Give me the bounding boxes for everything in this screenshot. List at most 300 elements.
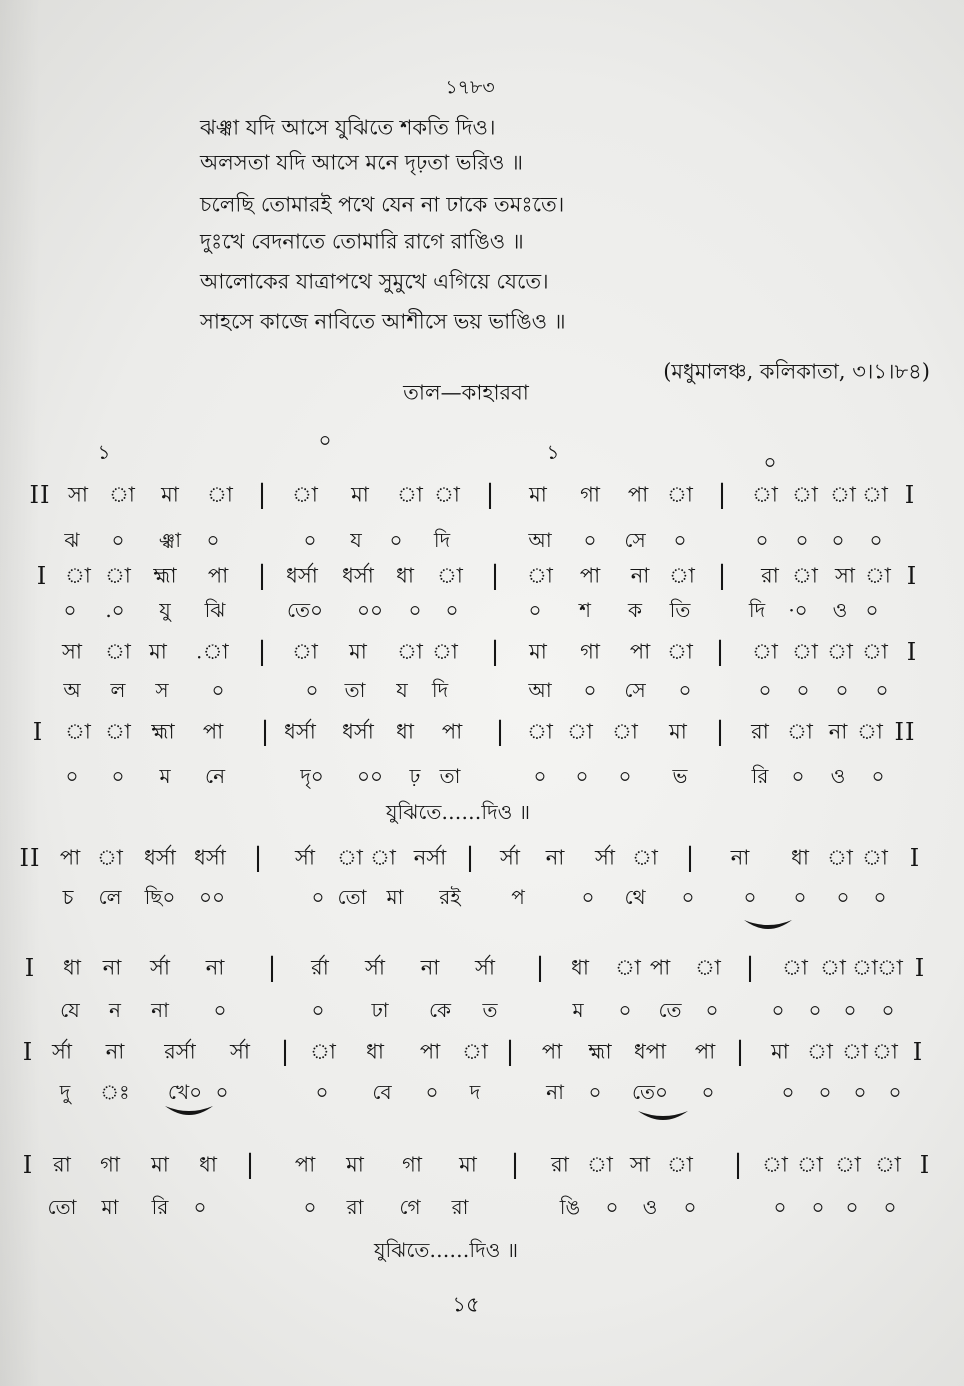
lyric-syllable: ০ xyxy=(808,998,822,1022)
lyric-syllable: ০০ xyxy=(356,598,384,622)
swar-note: া xyxy=(842,1039,868,1064)
poem-line: সাহসে কাজে নাবিতে আশীসে ভয় ভাঙিও ॥ xyxy=(200,309,566,334)
swar-note: পা xyxy=(579,563,601,588)
lyric-syllable: ক xyxy=(628,598,642,622)
swar-note: মা xyxy=(529,639,547,664)
beat-divider: | xyxy=(267,953,277,983)
swar-note: র্সা xyxy=(230,1039,250,1064)
lyric-syllable: সে xyxy=(624,678,646,702)
lyric-syllable: দ xyxy=(469,1080,481,1104)
swar-note: া xyxy=(762,1152,788,1177)
swar-note: া xyxy=(397,482,423,507)
swar-note: ধা xyxy=(366,1039,384,1064)
swar-note: া xyxy=(587,1152,613,1177)
swar-note: া xyxy=(612,719,638,744)
page-number: ১৫ xyxy=(452,1292,480,1317)
lyric-syllable: ০ xyxy=(303,1195,317,1219)
swar-note: মা xyxy=(669,719,687,744)
song-number: ১৭৮৩ xyxy=(445,76,495,99)
lyric-syllable: না xyxy=(151,998,169,1022)
swar-note: র্সা xyxy=(595,845,615,870)
swar-note: া xyxy=(667,482,693,507)
swar-note: মা xyxy=(529,482,547,507)
swar-note: া xyxy=(807,1039,833,1064)
beat-divider: | xyxy=(257,637,267,667)
section-start-mark: I xyxy=(32,718,44,746)
beat-divider: | xyxy=(745,953,755,983)
swar-note: া xyxy=(667,639,693,664)
slur-mark xyxy=(163,1104,215,1122)
swar-note: র্সা xyxy=(500,845,520,870)
beat-divider: | xyxy=(735,1037,745,1067)
swar-note: া xyxy=(857,719,883,744)
lyric-syllable: ০ xyxy=(875,678,889,702)
lyric-syllable: আ xyxy=(528,528,552,552)
lyric-syllable: যু xyxy=(159,598,171,622)
lyric-syllable: ঢ় xyxy=(409,764,421,788)
lyric-syllable: রই xyxy=(439,885,461,909)
swar-note: া xyxy=(109,482,135,507)
lyric-syllable: ০ xyxy=(575,764,589,788)
lyric-syllable: মা xyxy=(386,885,404,909)
swar-note: া xyxy=(432,639,458,664)
lyric-syllable: ০ xyxy=(836,885,850,909)
lyric-syllable: তা xyxy=(439,764,461,788)
swar-note: ধপা xyxy=(633,1039,667,1064)
section-start-mark: I xyxy=(36,562,48,590)
lyric-syllable: ০ xyxy=(758,678,772,702)
lyric-syllable: চ xyxy=(62,885,74,909)
lyric-syllable: ০ xyxy=(773,1195,787,1219)
swar-note: া xyxy=(615,955,641,980)
swar-note: া xyxy=(397,639,423,664)
lyric-syllable: যে xyxy=(60,998,80,1022)
swar-note: .া xyxy=(195,639,229,664)
lyric-syllable: ০ xyxy=(389,528,403,552)
swar-note: া xyxy=(752,639,778,664)
swar-note: া xyxy=(852,955,878,980)
swar-note: না xyxy=(420,955,440,980)
lyric-syllable: দু xyxy=(59,1080,71,1104)
tala-mark: ১ xyxy=(546,440,560,464)
swar-note: া xyxy=(437,563,463,588)
lyric-syllable: শ xyxy=(579,598,591,622)
lyric-syllable: ও xyxy=(830,764,846,788)
beat-divider: | xyxy=(490,561,500,591)
lyric-syllable: ও xyxy=(642,1195,658,1219)
swar-note: া xyxy=(292,639,318,664)
swar-note: া xyxy=(567,719,593,744)
lyric-syllable: য xyxy=(350,528,362,552)
swar-note: রা xyxy=(551,1152,569,1177)
source-citation: (মধুমালঞ্চ, কলিকাতা, ৩।১।৮৪) xyxy=(663,359,930,384)
lyric-syllable: ০ xyxy=(781,1080,795,1104)
swar-note: া xyxy=(865,563,891,588)
section-end-mark: II xyxy=(894,718,916,746)
lyric-syllable: রি xyxy=(751,764,769,788)
swar-note: রা xyxy=(751,719,769,744)
lyric-syllable: ০ xyxy=(605,1195,619,1219)
swar-note: ধর্সা xyxy=(144,845,176,870)
swar-note: া xyxy=(830,482,856,507)
lyric-syllable: ০ xyxy=(311,885,325,909)
beat-divider: | xyxy=(733,1150,743,1180)
lyric-syllable: ০ xyxy=(811,1195,825,1219)
beat-divider: | xyxy=(535,953,545,983)
lyric-syllable: ঞ্ঝা xyxy=(158,528,182,552)
lyric-syllable: ০ xyxy=(445,598,459,622)
swar-note: ধর্সা xyxy=(342,719,374,744)
lyric-syllable: ভ xyxy=(672,764,688,788)
section-end-mark: I xyxy=(919,1151,931,1179)
swar-note: পা xyxy=(629,639,651,664)
lyric-syllable: নে xyxy=(204,764,226,788)
lyric-syllable: ০ xyxy=(791,764,805,788)
section-end-mark: I xyxy=(909,844,921,872)
beat-divider: | xyxy=(253,843,263,873)
swar-note: া xyxy=(782,955,808,980)
swar-note: পা xyxy=(59,845,81,870)
section-start-mark: II xyxy=(29,481,51,509)
swar-note: া xyxy=(370,845,396,870)
swar-note: া xyxy=(527,563,553,588)
swar-note: া xyxy=(434,482,460,507)
swar-note: মা xyxy=(161,482,179,507)
lyric-syllable: তে০ xyxy=(286,598,324,622)
swar-note: া xyxy=(667,1152,693,1177)
swar-note: া xyxy=(105,639,131,664)
lyric-syllable: ঃ xyxy=(100,1080,130,1104)
swar-note: া xyxy=(877,955,903,980)
swar-note: না xyxy=(630,563,650,588)
swar-note: া xyxy=(792,639,818,664)
section-end-mark: I xyxy=(906,562,918,590)
swar-note: ধা xyxy=(63,955,81,980)
lyric-syllable: রা xyxy=(451,1195,469,1219)
beat-divider: | xyxy=(257,561,267,591)
lyric-syllable: ০ xyxy=(533,764,547,788)
swar-note: র্সা xyxy=(475,955,495,980)
lyric-syllable: ০ xyxy=(408,598,422,622)
lyric-syllable: ০ xyxy=(755,528,769,552)
lyric-syllable: তা xyxy=(344,678,366,702)
swar-note: া xyxy=(292,482,318,507)
beat-divider: | xyxy=(715,637,725,667)
lyric-syllable: লে xyxy=(98,885,122,909)
lyric-syllable: দি xyxy=(431,678,449,702)
swar-note: গা xyxy=(402,1152,422,1177)
tala-mark: ০ xyxy=(763,450,777,474)
beat-divider: | xyxy=(717,561,727,591)
lyric-syllable: ছি০ xyxy=(144,885,176,909)
beat-divider: | xyxy=(510,1150,520,1180)
lyric-syllable: বে xyxy=(372,1080,392,1104)
swar-note: া xyxy=(862,845,888,870)
tala-mark: ১ xyxy=(97,440,111,464)
lyric-syllable: ০ xyxy=(835,678,849,702)
poem-line: আলোকের যাত্রাপথে সুমুখে এগিয়ে যেতে। xyxy=(200,269,549,294)
lyric-syllable: ০ xyxy=(111,764,125,788)
lyric-syllable: ০ xyxy=(683,1195,697,1219)
swar-note: র্সা xyxy=(150,955,170,980)
lyric-syllable: ম xyxy=(159,764,171,788)
lyric-syllable: ০ xyxy=(305,678,319,702)
swar-note: মা xyxy=(346,1152,364,1177)
poem-line: ঝঞ্ঝা যদি আসে যুঝিতে শকতি দিও। xyxy=(200,115,496,140)
lyric-syllable: ন xyxy=(109,998,121,1022)
swar-note: া xyxy=(875,1152,901,1177)
swar-note: পা xyxy=(294,1152,316,1177)
swar-note: া xyxy=(820,955,846,980)
swar-note: া xyxy=(797,1152,823,1177)
swar-note: পা xyxy=(649,955,671,980)
swar-note: া xyxy=(669,563,695,588)
swar-note: া xyxy=(462,1039,488,1064)
beat-divider: | xyxy=(485,480,495,510)
section-end-mark: I xyxy=(906,638,918,666)
swar-note: া xyxy=(337,845,363,870)
lyric-syllable: ০ xyxy=(793,885,807,909)
lyric-syllable: ০ xyxy=(845,1195,859,1219)
swar-note: সা xyxy=(835,563,855,588)
swar-note: মা xyxy=(151,1152,169,1177)
beat-divider: | xyxy=(685,843,695,873)
swar-note: া xyxy=(792,563,818,588)
lyric-syllable: ০ xyxy=(883,1195,897,1219)
swar-note: া xyxy=(862,639,888,664)
lyric-syllable: ০ xyxy=(65,764,79,788)
swar-note: না xyxy=(828,719,848,744)
lyric-syllable: ম xyxy=(572,998,584,1022)
refrain-cue: যুঝিতে……দিও ॥ xyxy=(385,800,531,824)
lyric-syllable: ০ xyxy=(818,1080,832,1104)
beat-divider: | xyxy=(495,717,505,747)
lyric-syllable: ০ xyxy=(315,1080,329,1104)
poem-line: অলসতা যদি আসে মনে দৃঢ়তা ভরিও ॥ xyxy=(200,150,524,175)
lyric-syllable: ০ xyxy=(869,528,883,552)
poem-line: দুঃখে বেদনাতে তোমারি রাগে রাঙিও ॥ xyxy=(200,229,524,254)
lyric-syllable: তে xyxy=(658,998,682,1022)
lyric-syllable: ০ xyxy=(871,764,885,788)
swar-note: া xyxy=(105,719,131,744)
swar-note: পা xyxy=(419,1039,441,1064)
beat-divider: | xyxy=(490,637,500,667)
swar-note: া xyxy=(105,563,131,588)
lyric-syllable: ঝ xyxy=(64,528,80,552)
swar-note: গা xyxy=(100,1152,120,1177)
section-start-mark: I xyxy=(22,1038,34,1066)
section-start-mark: II xyxy=(19,844,41,872)
lyric-syllable: ০ xyxy=(311,998,325,1022)
swar-note: মা xyxy=(351,482,369,507)
beat-divider: | xyxy=(257,480,267,510)
lyric-syllable: তে০ xyxy=(631,1080,669,1104)
section-start-mark: I xyxy=(24,954,36,982)
slur-mark xyxy=(636,1109,690,1127)
lyric-syllable: ০ xyxy=(853,1080,867,1104)
lyric-syllable: মা xyxy=(101,1195,119,1219)
lyric-syllable: ঙি xyxy=(559,1195,581,1219)
swar-note: া xyxy=(632,845,658,870)
swar-note: ধা xyxy=(396,563,414,588)
swar-note: র্সা xyxy=(295,845,315,870)
beat-divider: | xyxy=(260,717,270,747)
lyric-syllable: ০ xyxy=(528,598,542,622)
swar-note: ধর্সা xyxy=(286,563,318,588)
swar-note: মা xyxy=(349,639,367,664)
lyric-syllable: স xyxy=(155,678,169,702)
lyric-syllable: অ xyxy=(63,678,81,702)
lyric-syllable: ০ xyxy=(873,885,887,909)
swar-note: া xyxy=(862,482,888,507)
swar-note: া xyxy=(527,719,553,744)
swar-note: া xyxy=(827,639,853,664)
lyric-syllable: দৃ০ xyxy=(300,764,324,788)
swar-note: ধা xyxy=(791,845,809,870)
lyric-syllable: কে xyxy=(428,998,452,1022)
swar-note: হ্মা xyxy=(151,719,175,744)
swar-note: সা xyxy=(62,639,82,664)
lyric-syllable: সে xyxy=(624,528,646,552)
swar-note: ধর্সা xyxy=(194,845,226,870)
swar-note: া xyxy=(65,719,91,744)
lyric-syllable: ০ xyxy=(111,528,125,552)
swar-note: গা xyxy=(580,639,600,664)
swar-note: ধা xyxy=(199,1152,217,1177)
swar-note: না xyxy=(105,1039,125,1064)
lyric-syllable: ০ xyxy=(771,998,785,1022)
lyric-syllable: ০ xyxy=(211,678,225,702)
swar-note: পা xyxy=(207,563,229,588)
lyric-syllable: তো xyxy=(47,1195,77,1219)
lyric-syllable: ০ xyxy=(705,998,719,1022)
swar-note: না xyxy=(730,845,750,870)
lyric-syllable: ০ xyxy=(588,1080,602,1104)
lyric-syllable: ০ xyxy=(581,885,595,909)
lyric-syllable: ০ xyxy=(843,998,857,1022)
swar-note: া xyxy=(827,845,853,870)
beat-divider: | xyxy=(505,1037,515,1067)
swar-note: মা xyxy=(459,1152,477,1177)
swar-note: না xyxy=(545,845,565,870)
swar-note: া xyxy=(787,719,813,744)
swar-note: না xyxy=(102,955,122,980)
swar-note: া xyxy=(65,563,91,588)
lyric-syllable: য xyxy=(396,678,408,702)
swar-note: পা xyxy=(627,482,649,507)
lyric-syllable: ঝি xyxy=(204,598,226,622)
slur-mark xyxy=(742,918,794,936)
lyric-syllable: ০০ xyxy=(356,764,384,788)
swar-note: া xyxy=(97,845,123,870)
section-end-mark: I xyxy=(914,954,926,982)
lyric-syllable: ০ xyxy=(831,528,845,552)
lyric-syllable: ০ xyxy=(865,598,879,622)
swar-note: মা xyxy=(771,1039,789,1064)
lyric-syllable: আ xyxy=(528,678,552,702)
lyric-syllable: ০ xyxy=(888,1080,902,1104)
lyric-syllable: ০ xyxy=(206,528,220,552)
lyric-syllable: ০ xyxy=(215,1080,229,1104)
swar-note: সা xyxy=(630,1152,650,1177)
lyric-syllable: ০ xyxy=(213,998,227,1022)
swar-note: রা xyxy=(761,563,779,588)
lyric-syllable: গে xyxy=(399,1195,421,1219)
swar-note: ধা xyxy=(571,955,589,980)
lyric-syllable: ০ xyxy=(796,678,810,702)
lyric-syllable: খে০ xyxy=(167,1080,203,1104)
lyric-syllable: দি xyxy=(748,598,766,622)
lyric-syllable: ·০ xyxy=(788,598,808,622)
beat-divider: | xyxy=(280,1037,290,1067)
swar-note: র্সা xyxy=(365,955,385,980)
lyric-syllable: ০ xyxy=(678,678,692,702)
section-start-mark: I xyxy=(22,1151,34,1179)
swar-note: া xyxy=(752,482,778,507)
swar-note: হ্মা xyxy=(588,1039,612,1064)
tala-mark: ০ xyxy=(318,428,332,452)
swar-note: ধা xyxy=(396,719,414,744)
lyric-syllable: ০ xyxy=(701,1080,715,1104)
lyric-syllable: রা xyxy=(346,1195,364,1219)
refrain-cue: যুঝিতে……দিও ॥ xyxy=(373,1238,519,1262)
swar-note: া xyxy=(310,1039,336,1064)
section-end-mark: I xyxy=(912,1038,924,1066)
tala-heading: তাল—কাহারবা xyxy=(403,380,529,405)
lyric-syllable: থে xyxy=(624,885,646,909)
lyric-syllable: ০ xyxy=(881,998,895,1022)
lyric-syllable: .০ xyxy=(105,598,125,622)
swar-note: র্সা xyxy=(52,1039,72,1064)
lyric-syllable: ০ xyxy=(583,528,597,552)
lyric-syllable: ০ xyxy=(618,764,632,788)
lyric-syllable: না xyxy=(546,1080,564,1104)
lyric-syllable: ০ xyxy=(681,885,695,909)
lyric-syllable: ০ xyxy=(673,528,687,552)
lyric-syllable: ত xyxy=(482,998,498,1022)
lyric-syllable: প xyxy=(511,885,525,909)
swar-note: পা xyxy=(202,719,224,744)
swar-note: মা xyxy=(149,639,167,664)
lyric-syllable: ও xyxy=(832,598,848,622)
lyric-syllable: ০ xyxy=(63,598,77,622)
lyric-syllable: রি xyxy=(151,1195,169,1219)
swar-note: া xyxy=(792,482,818,507)
lyric-syllable: ০ xyxy=(618,998,632,1022)
lyric-syllable: ০ xyxy=(795,528,809,552)
lyric-syllable: ০০ xyxy=(198,885,226,909)
lyric-syllable: ০ xyxy=(583,678,597,702)
swar-note: রা xyxy=(53,1152,71,1177)
lyric-syllable: ০ xyxy=(425,1080,439,1104)
swar-note: া xyxy=(872,1039,898,1064)
swar-note: ধর্সা xyxy=(284,719,316,744)
beat-divider: | xyxy=(465,843,475,873)
beat-divider: | xyxy=(717,480,727,510)
swar-note: া xyxy=(835,1152,861,1177)
swar-note: না xyxy=(205,955,225,980)
swar-note: পা xyxy=(694,1039,716,1064)
swar-note: র্রা xyxy=(311,955,329,980)
swar-note: গা xyxy=(580,482,600,507)
lyric-syllable: ০ xyxy=(193,1195,207,1219)
section-end-mark: I xyxy=(904,481,916,509)
lyric-syllable: দি xyxy=(433,528,451,552)
swar-note: পা xyxy=(441,719,463,744)
swar-note: পা xyxy=(541,1039,563,1064)
swar-note: রর্সা xyxy=(164,1039,196,1064)
swar-note: সা xyxy=(68,482,88,507)
